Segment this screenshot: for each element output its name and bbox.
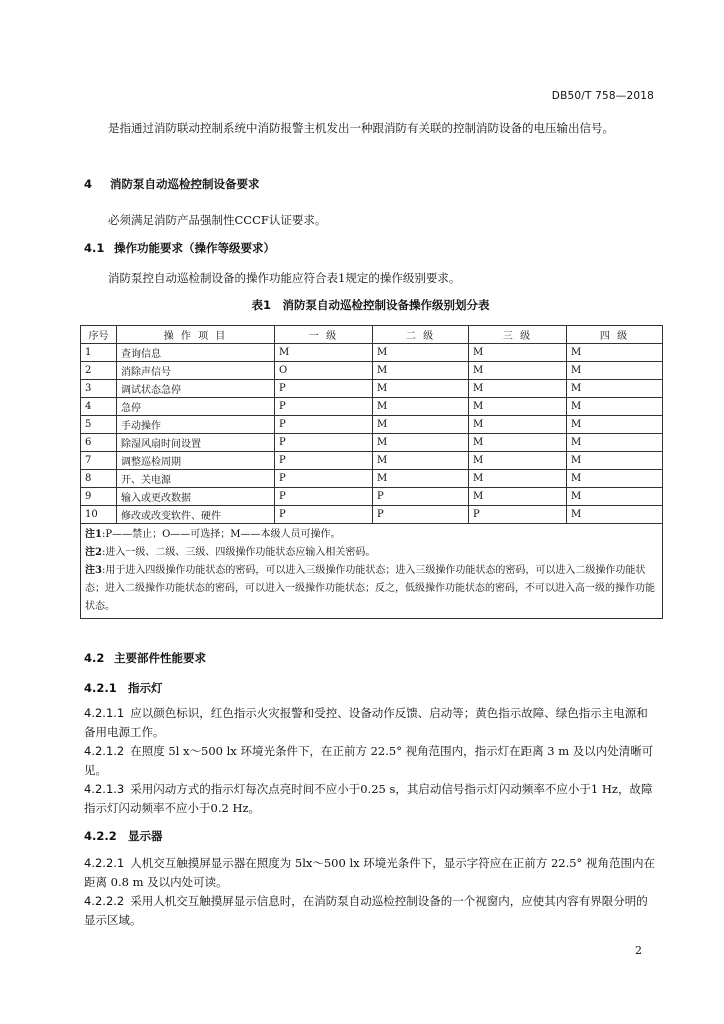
cell: M [373, 452, 469, 470]
cell: M [373, 470, 469, 488]
cell: M [469, 362, 567, 380]
cell: M [567, 488, 663, 506]
clause-text: 在照度 5l x～500 lx 环境光条件下，在正前方 22.5° 视角范围内，指示灯在距离 3 m 及以内处清晰可见。 [84, 744, 654, 777]
cell: M [373, 434, 469, 452]
cell: M [469, 488, 567, 506]
cell: M [567, 452, 663, 470]
cell: 手动操作 [117, 416, 275, 434]
header-level-2: 二 级 [373, 326, 469, 344]
table-row [81, 416, 663, 434]
cell: 修改或改变软件、硬件 [117, 506, 275, 524]
cell: M [373, 398, 469, 416]
cell: M [567, 470, 663, 488]
cell: P [469, 506, 567, 524]
cell: 除湿风扇时间设置 [117, 434, 275, 452]
clause-text: 采用人机交互触摸屏显示信息时，在消防泵自动巡检控制设备的一个视窗内，应使其内容有界限分明的显示区域。 [84, 894, 648, 927]
section-number: 4.2.1 [84, 681, 117, 695]
cell: P [275, 452, 373, 470]
section-number: 4.2 [84, 651, 105, 665]
note-2 [85, 544, 658, 562]
note-label: 注2 [85, 547, 102, 558]
cell: 6 [81, 434, 117, 452]
section-title: 主要部件性能要求 [114, 651, 206, 665]
cell: M [469, 470, 567, 488]
cell: 消除声信号 [117, 362, 275, 380]
cell: P [275, 380, 373, 398]
table-row [81, 506, 663, 524]
cell: P [373, 506, 469, 524]
header-level-1: 一 级 [275, 326, 373, 344]
clause-text: 人机交互触摸屏显示器在照度为 5lx～500 lx 环境光条件下，显示字符应在正前方 22.5° 视角范围内在距离 0.8 m 及以内处可读。 [84, 856, 655, 889]
table-row [81, 434, 663, 452]
clause-4-2-2-1 [84, 854, 657, 892]
cell: 2 [81, 362, 117, 380]
clause-number: 4.2.2.1 [84, 856, 125, 870]
cell: 10 [81, 506, 117, 524]
section-title: 操作功能要求（操作等级要求） [114, 241, 275, 255]
table-row [81, 398, 663, 416]
cell: P [275, 434, 373, 452]
section-4-2-1-heading [84, 680, 163, 696]
section-4-1-heading [84, 240, 275, 256]
cell: 开、关电源 [117, 470, 275, 488]
cell: M [469, 452, 567, 470]
table-row [81, 470, 663, 488]
cell: M [275, 344, 373, 362]
clause-4-2-2-2 [84, 892, 657, 930]
section-title: 显示器 [128, 829, 163, 843]
clause-number: 4.2.1.1 [84, 706, 125, 720]
clause-4-2-1-2 [84, 742, 657, 780]
cell: M [567, 416, 663, 434]
clause-text: 应以颜色标识，红色指示火灾报警和受控、设备动作反馈、启动等；黄色指示故障、绿色指示主电源和备用电源工作。 [84, 706, 648, 739]
intro-paragraph: 是指通过消防联动控制系统中消防报警主机发出一种跟消防有关联的控制消防设备的电压输出信号。 [108, 121, 614, 135]
page-number: 2 [635, 944, 642, 957]
cell: M [567, 434, 663, 452]
clause-number: 4.2.1.2 [84, 744, 125, 758]
section-4-heading [84, 176, 260, 192]
cell: M [373, 344, 469, 362]
cell: 5 [81, 416, 117, 434]
cell: 1 [81, 344, 117, 362]
cell: M [567, 344, 663, 362]
cell: M [373, 362, 469, 380]
cell: 4 [81, 398, 117, 416]
document-id: DB50/T 758—2018 [551, 90, 654, 102]
cell: M [469, 416, 567, 434]
cell: P [275, 488, 373, 506]
clause-4-2-1-3 [84, 780, 657, 818]
operation-level-table [80, 325, 663, 619]
table-row [81, 344, 663, 362]
table-row [81, 452, 663, 470]
cell: P [373, 488, 469, 506]
cell: M [373, 416, 469, 434]
cell: M [567, 398, 663, 416]
cell: M [469, 434, 567, 452]
header-level-3: 三 级 [469, 326, 567, 344]
cell: M [567, 362, 663, 380]
cell: 9 [81, 488, 117, 506]
section-4-paragraph: 必须满足消防产品强制性CCCF认证要求。 [108, 213, 327, 227]
cell: 查询信息 [117, 344, 275, 362]
table-row [81, 488, 663, 506]
header-seq: 序号 [81, 326, 117, 344]
table-header-row [81, 326, 663, 344]
cell: M [469, 398, 567, 416]
cell: M [567, 380, 663, 398]
note-label: 注1 [85, 529, 102, 540]
cell: M [469, 344, 567, 362]
section-4-1-paragraph: 消防泵控自动巡检制设备的操作功能应符合表1规定的操作级别要求。 [108, 271, 461, 285]
cell: 8 [81, 470, 117, 488]
section-title: 消防泵自动巡检控制设备要求 [110, 177, 260, 191]
note-text: :用于进入四级操作功能状态的密码，可以进入三级操作功能状态；进入三级操作功能状态的密码，可以进入二级操作功能状态；进入二级操作功能状态的密码，可以进入一级操作功能状态；反之，低级操作功能状态的密码，不可以进入高一级的操作功能状态。 [85, 565, 655, 612]
table-notes-row [81, 524, 663, 619]
section-number: 4.2.2 [84, 829, 117, 843]
section-number: 4 [84, 177, 93, 191]
cell: M [373, 380, 469, 398]
cell: P [275, 416, 373, 434]
section-number: 4.1 [84, 241, 105, 255]
header-level-4: 四 级 [567, 326, 663, 344]
clause-number: 4.2.2.2 [84, 894, 125, 908]
note-label: 注3 [85, 565, 102, 576]
clause-number: 4.2.1.3 [84, 782, 125, 796]
cell: 调试状态急停 [117, 380, 275, 398]
cell: O [275, 362, 373, 380]
note-text: :进入一级、二级、三级、四级操作功能状态应输入相关密码。 [101, 547, 376, 558]
cell: P [275, 506, 373, 524]
section-4-2-2-heading [84, 828, 163, 844]
cell: 3 [81, 380, 117, 398]
note-1 [85, 526, 658, 544]
note-3 [85, 562, 658, 616]
clause-4-2-1-1 [84, 704, 657, 742]
clause-text: 采用闪动方式的指示灯每次点亮时间不应小于0.25 s，其启动信号指示灯闪动频率不应小于1 Hz，故障指示灯闪动频率不应小于0.2 Hz。 [84, 782, 653, 815]
cell: P [275, 470, 373, 488]
header-item: 操 作 项 目 [117, 326, 275, 344]
cell: M [469, 380, 567, 398]
cell: 7 [81, 452, 117, 470]
cell: 急停 [117, 398, 275, 416]
cell: 输入或更改数据 [117, 488, 275, 506]
cell: M [567, 506, 663, 524]
note-text: :P——禁止；O——可选择；M——本级人员可操作。 [101, 529, 341, 540]
table-notes [81, 524, 663, 619]
table-row [81, 362, 663, 380]
section-title: 指示灯 [128, 681, 163, 695]
cell: 调整巡检周期 [117, 452, 275, 470]
table-caption: 表1 消防泵自动巡检控制设备操作级别划分表 [251, 298, 490, 312]
table-row [81, 380, 663, 398]
section-4-2-heading [84, 650, 206, 666]
cell: P [275, 398, 373, 416]
